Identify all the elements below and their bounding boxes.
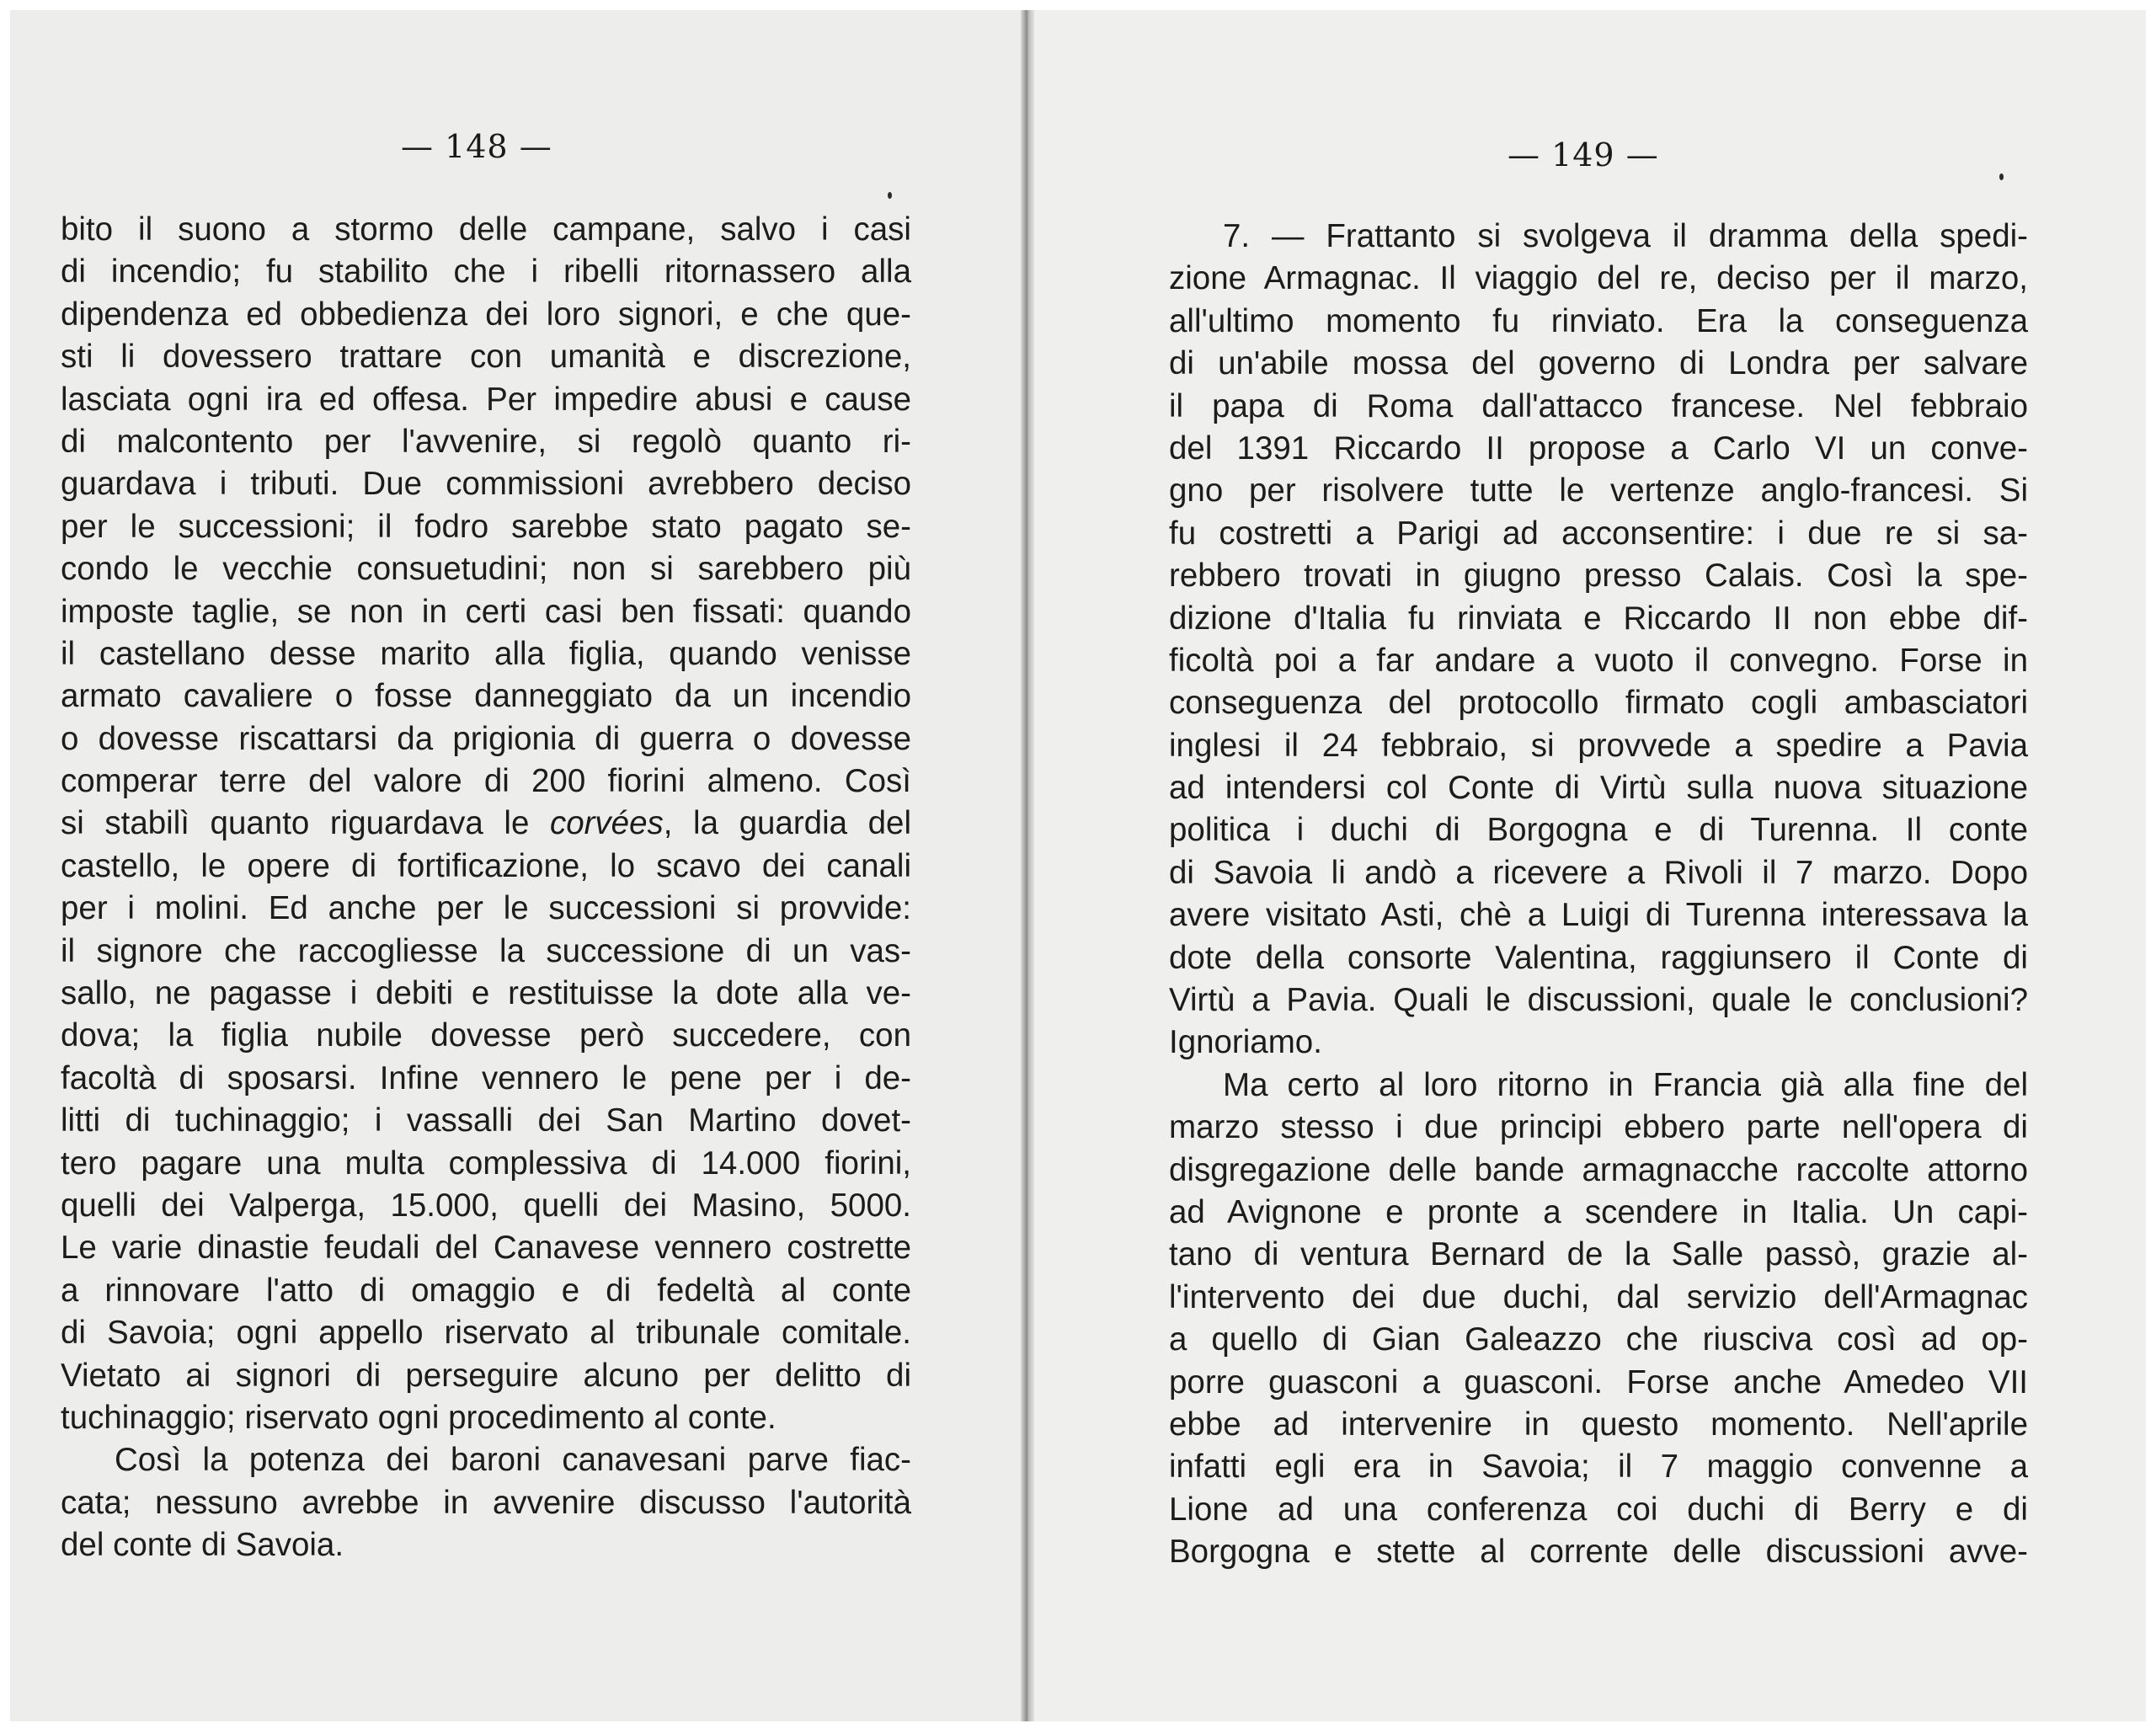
text-line: inglesi il 24 febbraio, si provvede a spedire a Pavia — [1169, 727, 2028, 764]
text-line: imposte taglie, se non in certi casi ben fissati: quando — [61, 593, 911, 630]
text-line: quelli dei Valperga, 15.000, quelli dei Masino, 5000. — [61, 1187, 911, 1224]
text-line: ad Avignone e pronte a scendere in Italia. Un capi- — [1169, 1193, 2028, 1230]
text-line: all'ultimo momento fu rinviato. Era la conseguenza — [1169, 302, 2028, 339]
text-line: il papa di Roma dall'attacco francese. Nel febbraio — [1169, 387, 2028, 424]
text-line: dova; la figlia nubile dovesse però succedere, con — [61, 1017, 911, 1054]
italic-term: corvées — [549, 805, 664, 842]
text-line: del 1391 Riccardo II propose a Carlo VI un conve- — [1169, 429, 2028, 467]
text-line: gno per risolvere tutte le vertenze anglo-francesi. Si — [1169, 472, 2028, 510]
text-line: infatti egli era in Savoia; il 7 maggio convenne a — [1169, 1449, 2028, 1486]
text-line: porre guasconi a guasconi. Forse anche Amedeo VII — [1169, 1363, 2028, 1401]
text-line: dizione d'Italia fu rinviata e Riccardo II non ebbe dif- — [1169, 600, 2028, 637]
text-line: bito il suono a stormo delle campane, salvo i casi — [61, 211, 911, 248]
text-line: Vietato ai signori di perseguire alcuno per delitto di — [61, 1357, 911, 1394]
section-start: 7. — Frattanto si svolgeva il dramma della spedi- — [1223, 218, 2028, 254]
text-line: del conte di Savoia. — [61, 1527, 344, 1564]
text-line: fu costretti a Parigi ad acconsentire: i due re si sa- — [1169, 515, 2028, 552]
text-line: di Savoia li andò a ricevere a Rivoli il 7 marzo. Dopo — [1169, 854, 2028, 891]
text-line: Virtù a Pavia. Quali le discussioni, quale le conclusioni? — [1169, 982, 2028, 1019]
paragraph-start: Così la potenza dei baroni canavesani parve fiac- — [115, 1442, 911, 1479]
text-line: dote della consorte Valentina, raggiunsero il Conte di — [1169, 939, 2028, 976]
ink-speck — [888, 192, 892, 199]
text-segment: si stabilì quanto riguardava le — [61, 805, 530, 842]
text-line: armato cavaliere o fosse danneggiato da un incendio — [61, 678, 911, 715]
text-line: di malcontento per l'avvenire, si regolò quanto ri- — [61, 423, 911, 460]
page-number-left: — 148 — — [401, 128, 552, 165]
text-line: guardava i tributi. Due commissioni avrebbero deciso — [61, 466, 911, 503]
text-line: comperar terre del valore di 200 fiorini almeno. Così — [61, 763, 911, 800]
left-page-text — [61, 209, 911, 1567]
text-line: facoltà di sposarsi. Infine vennero le pene per i de- — [61, 1059, 911, 1096]
book-gutter — [1021, 10, 1034, 1721]
text-line: di un'abile mossa del governo di Londra per salvare — [1169, 345, 2028, 382]
text-line: di Savoia; ogni appello riservato al tribunale comitale. — [61, 1315, 911, 1352]
text-line: ficoltà poi a far andare a vuoto il convegno. Forse in — [1169, 642, 2028, 679]
text-segment: , la guardia del — [663, 805, 911, 842]
text-line: il signore che raccogliesse la successione di un vas- — [61, 932, 911, 969]
paragraph-start: Ma certo al loro ritorno in Francia già alla fine del — [1223, 1066, 2028, 1103]
text-line: sallo, ne pagasse i debiti e restituisse la dote alla ve- — [61, 975, 911, 1012]
text-line-with-italic — [61, 803, 911, 845]
text-line: il castellano desse marito alla figlia, quando venisse — [61, 635, 911, 672]
right-page-text — [1169, 216, 2028, 1574]
text-line: a quello di Gian Galeazzo che riusciva così ad op- — [1169, 1321, 2028, 1358]
text-line: l'intervento dei due duchi, dal servizio dell'Armagnac — [1169, 1278, 2028, 1315]
text-line: ebbe ad intervenire in questo momento. Nell'aprile — [1169, 1406, 2028, 1443]
text-line: di incendio; fu stabilito che i ribelli ritornassero alla — [61, 253, 911, 291]
text-line: zione Armagnac. Il viaggio del re, deciso per il marzo, — [1169, 260, 2028, 297]
text-line: cata; nessuno avrebbe in avvenire discusso l'autorità — [61, 1484, 911, 1521]
text-line: Borgogna e stette al corrente delle discussioni avve- — [1169, 1534, 2028, 1571]
text-line: avere visitato Asti, chè a Luigi di Turenna interessava la — [1169, 897, 2028, 934]
text-line: tuchinaggio; riservato ogni procedimento al conte. — [61, 1399, 776, 1436]
text-line: condo le vecchie consuetudini; non si sarebbero più — [61, 551, 911, 588]
book-spread — [10, 10, 2146, 1721]
text-line: per le successioni; il fodro sarebbe stato pagato se- — [61, 508, 911, 545]
text-line: o dovesse riscattarsi da prigionia di guerra o dovesse — [61, 720, 911, 757]
text-line: tano di ventura Bernard de la Salle passò, grazie al- — [1169, 1236, 2028, 1273]
text-line: Lione ad una conferenza coi duchi di Berry e di — [1169, 1491, 2028, 1528]
page-number-right: — 149 — — [1508, 136, 1659, 173]
text-line: rebbero trovati in giugno presso Calais. Così la spe- — [1169, 558, 2028, 595]
text-line: a rinnovare l'atto di omaggio e di fedeltà al conte — [61, 1272, 911, 1309]
text-line: lasciata ogni ira ed offesa. Per impedire abusi e cause — [61, 381, 911, 418]
text-line: ad intendersi col Conte di Virtù sulla nuova situazione — [1169, 770, 2028, 807]
text-line: litti di tuchinaggio; i vassalli dei San Martino dovet- — [61, 1102, 911, 1139]
text-line: politica i duchi di Borgogna e di Turenna. Il conte — [1169, 812, 2028, 849]
text-line: per i molini. Ed anche per le successioni si provvide: — [61, 890, 911, 927]
text-line: disgregazione delle bande armagnacche raccolte attorno — [1169, 1151, 2028, 1188]
text-line: tero pagare una multa complessiva di 14.000 fiorini, — [61, 1144, 911, 1182]
text-line: Ignoriamo. — [1169, 1024, 1322, 1061]
text-line: castello, le opere di fortificazione, lo scavo dei canali — [61, 847, 911, 884]
text-line: marzo stesso i due principi ebbero parte nell'opera di — [1169, 1109, 2028, 1146]
text-line: sti li dovessero trattare con umanità e discrezione, — [61, 339, 911, 376]
text-line: Le varie dinastie feudali del Canavese vennero costrette — [61, 1230, 911, 1267]
ink-speck — [1999, 173, 2004, 180]
text-line: dipendenza ed obbedienza dei loro signori, e che que- — [61, 296, 911, 333]
text-line: conseguenza del protocollo firmato cogli ambasciatori — [1169, 685, 2028, 722]
